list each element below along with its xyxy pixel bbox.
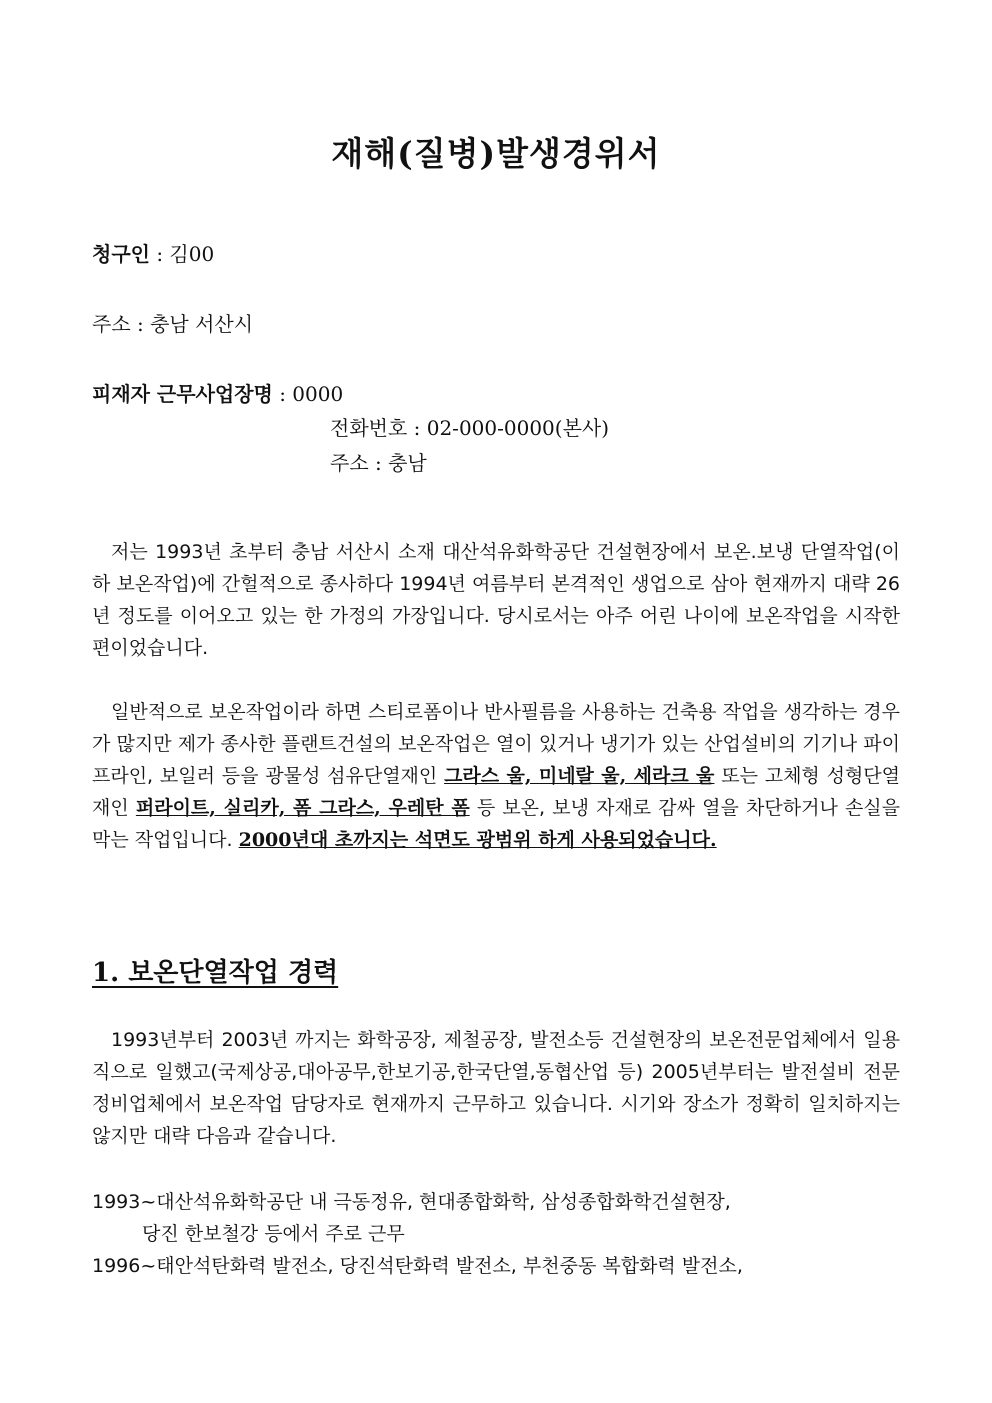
workplace-phone-value: 02-000-0000(본사) [426, 416, 610, 440]
address-sep: : [130, 312, 151, 336]
workplace-address-label: 주소 [330, 451, 369, 475]
list-item: 1996~태안석탄화력 발전소, 당진석탄화력 발전소, 부천중동 복합화력 발전소, [92, 1255, 743, 1277]
solid-insulation-materials: 퍼라이트, 실리카, 폼 그라스, 우레탄 폼 [135, 797, 470, 819]
work-desc-text-1: 일반적으로 보온작업이라 하면 스티로폼이나 반사필름을 사용하는 건축용 작업을 생각하는 경우가 많지만 제가 종사한 플랜트건설의 보온작업은 열이 있거나 냉기가 있는 산업설비의 기기나 파이프라인, 보일러 등을 광물성 섬유단열재인 [92, 701, 900, 787]
claimant-value: 김00 [169, 242, 215, 266]
work-desc-text-3: 등 보온, 보냉 자재로 감싸 열을 차단하거나 손실을 막는 작업입니다. [92, 797, 901, 851]
document-title: 재해(질병)발생경위서 [331, 134, 661, 173]
work-description-paragraph [92, 696, 900, 856]
fiber-insulation-materials: 그라스 울, 미네랄 울, 세라크 울 [444, 765, 715, 787]
workplace-phone-sep: : [407, 416, 427, 440]
address-value: 충남 서산시 [150, 312, 254, 336]
workplace-address-sep: : [368, 451, 389, 475]
address-label: 주소 [92, 312, 131, 336]
career-paragraph: 1993년부터 2003년 까지는 화학공장, 제철공장, 발전소등 건설현장의 보온전문업체에서 일용직으로 일했고(국제상공,대아공무,한보기공,한국단열,동협산업 등) 2005년부터는 발전설비 전문정비업체에서 보온작업 담당자로 현재까지 근무하고 있습니다. 시기와 장소가 정확히 일치하지는 않지만 대략 다음과 같습니다. [92, 1029, 900, 1147]
workplace-phone-line [330, 412, 609, 441]
claimant-label: 청구인 [92, 242, 150, 266]
list-item: 당진 한보철강 등에서 주로 근무 [142, 1223, 405, 1245]
claimant-sep: : [149, 242, 170, 266]
address-line [92, 308, 253, 337]
workplace-value: 0000 [292, 382, 344, 406]
workplace-address-value: 충남 [388, 451, 427, 475]
intro-paragraph: 저는 1993년 초부터 충남 서산시 소재 대산석유화학공단 건설현장에서 보온.보냉 단열작업(이하 보온작업)에 간헐적으로 종사하다 1994년 여름부터 본격적인 생업으로 삼아 현재까지 대략 26년 정도를 이어오고 있는 한 가정의 가장입니다. 당시로서는 아주 어린 나이에 보온작업을 시작한 편이었습니다. [92, 541, 900, 659]
asbestos-note: 2000년대 초까지는 석면도 광범위 하게 사용되었습니다. [238, 829, 717, 851]
career-list [92, 1186, 912, 1282]
section-1-heading: 1. 보온단열작업 경력 [92, 958, 339, 988]
workplace-line [92, 378, 343, 407]
list-item: 1993~대산석유화학공단 내 극동정유, 현대종합화학, 삼성종합화학건설현장, [92, 1191, 731, 1213]
workplace-address-line [330, 447, 427, 476]
workplace-sep: : [272, 382, 293, 406]
claimant-line [92, 238, 214, 267]
workplace-label: 피재자 근무사업장명 [92, 382, 273, 406]
workplace-phone-label: 전화번호 [330, 416, 408, 440]
work-desc-text-2: 또는 고체형 성형단열재인 [92, 765, 901, 819]
